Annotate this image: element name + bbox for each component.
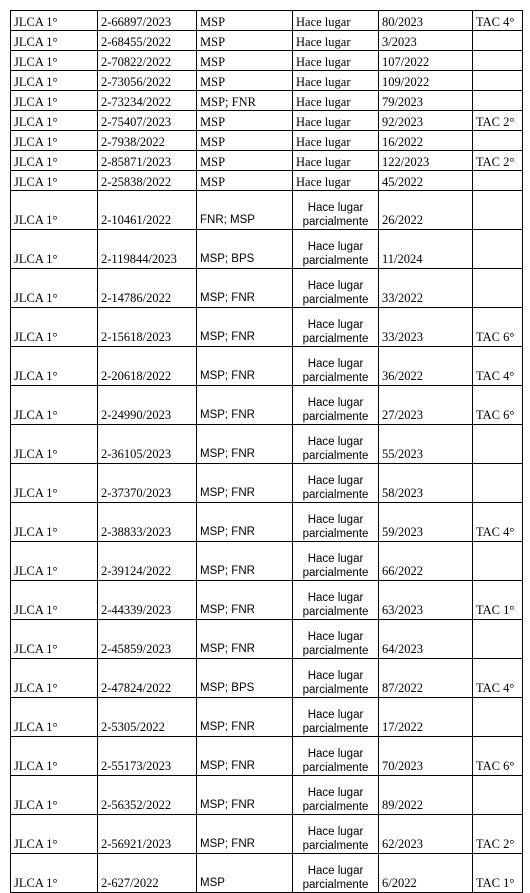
case-number-cell: 2-14786/2022 <box>98 269 197 308</box>
tac-cell <box>473 620 523 659</box>
resolution-cell: 107/2022 <box>379 51 473 71</box>
resolution-cell: 17/2022 <box>379 698 473 737</box>
result-cell: Hace lugar parcialmente <box>293 386 379 425</box>
court-cell: JLCA 1° <box>11 425 98 464</box>
result-cell: Hace lugar parcialmente <box>293 308 379 347</box>
party-cell: MSP; FNR <box>197 737 293 776</box>
party-cell: MSP; BPS <box>197 659 293 698</box>
case-number-cell: 2-10461/2022 <box>98 191 197 230</box>
party-cell: MSP; FNR <box>197 620 293 659</box>
party-cell: MSP <box>197 151 293 171</box>
party-cell: MSP; FNR <box>197 503 293 542</box>
tac-cell: TAC 2° <box>473 111 523 131</box>
tac-cell <box>473 464 523 503</box>
party-cell: MSP; FNR <box>197 308 293 347</box>
tac-cell <box>473 230 523 269</box>
party-cell: MSP; FNR <box>197 815 293 854</box>
party-cell: MSP <box>197 131 293 151</box>
case-number-cell: 2-5305/2022 <box>98 698 197 737</box>
case-number-cell: 2-73056/2022 <box>98 71 197 91</box>
case-number-cell: 2-38833/2023 <box>98 503 197 542</box>
court-cell: JLCA 1° <box>11 11 98 31</box>
table-body <box>11 11 523 893</box>
table-row <box>11 659 523 698</box>
table-row <box>11 425 523 464</box>
case-number-cell: 2-39124/2022 <box>98 542 197 581</box>
result-cell: Hace lugar parcialmente <box>293 659 379 698</box>
court-cell: JLCA 1° <box>11 111 98 131</box>
result-cell: Hace lugar <box>293 111 379 131</box>
resolution-cell: 45/2022 <box>379 171 473 191</box>
result-cell: Hace lugar <box>293 171 379 191</box>
table-row <box>11 620 523 659</box>
court-cell: JLCA 1° <box>11 542 98 581</box>
tac-cell <box>473 131 523 151</box>
tac-cell <box>473 171 523 191</box>
party-cell: MSP <box>197 111 293 131</box>
resolution-cell: 3/2023 <box>379 31 473 51</box>
resolution-cell: 62/2023 <box>379 815 473 854</box>
court-cell: JLCA 1° <box>11 31 98 51</box>
resolution-cell: 109/2022 <box>379 71 473 91</box>
court-cell: JLCA 1° <box>11 386 98 425</box>
result-cell: Hace lugar parcialmente <box>293 464 379 503</box>
resolution-cell: 70/2023 <box>379 737 473 776</box>
result-cell: Hace lugar parcialmente <box>293 737 379 776</box>
table-row <box>11 11 523 31</box>
result-cell: Hace lugar <box>293 151 379 171</box>
tac-cell <box>473 425 523 464</box>
result-cell: Hace lugar parcialmente <box>293 854 379 893</box>
party-cell: MSP; FNR <box>197 386 293 425</box>
case-number-cell: 2-85871/2023 <box>98 151 197 171</box>
tac-cell: TAC 4° <box>473 11 523 31</box>
case-number-cell: 2-73234/2022 <box>98 91 197 111</box>
court-cell: JLCA 1° <box>11 269 98 308</box>
table-row <box>11 91 523 111</box>
party-cell: MSP; FNR <box>197 347 293 386</box>
resolution-cell: 6/2022 <box>379 854 473 893</box>
court-cell: JLCA 1° <box>11 659 98 698</box>
court-cell: JLCA 1° <box>11 51 98 71</box>
tac-cell: TAC 4° <box>473 503 523 542</box>
court-cell: JLCA 1° <box>11 308 98 347</box>
party-cell: MSP; FNR <box>197 698 293 737</box>
party-cell: MSP <box>197 51 293 71</box>
case-number-cell: 2-70822/2022 <box>98 51 197 71</box>
tac-cell <box>473 698 523 737</box>
court-cell: JLCA 1° <box>11 347 98 386</box>
result-cell: Hace lugar parcialmente <box>293 698 379 737</box>
case-number-cell: 2-7938/2022 <box>98 131 197 151</box>
table-row <box>11 776 523 815</box>
party-cell: MSP; FNR <box>197 581 293 620</box>
resolution-cell: 64/2023 <box>379 620 473 659</box>
table-row <box>11 698 523 737</box>
court-cell: JLCA 1° <box>11 503 98 542</box>
result-cell: Hace lugar parcialmente <box>293 581 379 620</box>
resolution-cell: 89/2022 <box>379 776 473 815</box>
table-row <box>11 71 523 91</box>
court-cell: JLCA 1° <box>11 815 98 854</box>
court-cell: JLCA 1° <box>11 698 98 737</box>
party-cell: MSP; BPS <box>197 230 293 269</box>
resolution-cell: 11/2024 <box>379 230 473 269</box>
case-number-cell: 2-75407/2023 <box>98 111 197 131</box>
tac-cell <box>473 542 523 581</box>
resolution-cell: 80/2023 <box>379 11 473 31</box>
result-cell: Hace lugar parcialmente <box>293 503 379 542</box>
tac-cell <box>473 269 523 308</box>
party-cell: MSP; FNR <box>197 464 293 503</box>
case-number-cell: 2-56921/2023 <box>98 815 197 854</box>
resolution-cell: 92/2023 <box>379 111 473 131</box>
case-table <box>10 10 523 893</box>
case-number-cell: 2-68455/2022 <box>98 31 197 51</box>
tac-cell: TAC 4° <box>473 347 523 386</box>
table-row <box>11 269 523 308</box>
tac-cell: TAC 1° <box>473 581 523 620</box>
case-number-cell: 2-20618/2022 <box>98 347 197 386</box>
table-row <box>11 230 523 269</box>
result-cell: Hace lugar parcialmente <box>293 230 379 269</box>
result-cell: Hace lugar parcialmente <box>293 269 379 308</box>
tac-cell: TAC 4° <box>473 659 523 698</box>
resolution-cell: 59/2023 <box>379 503 473 542</box>
court-cell: JLCA 1° <box>11 464 98 503</box>
case-number-cell: 2-36105/2023 <box>98 425 197 464</box>
table-row <box>11 308 523 347</box>
resolution-cell: 26/2022 <box>379 191 473 230</box>
table-row <box>11 347 523 386</box>
result-cell: Hace lugar parcialmente <box>293 347 379 386</box>
resolution-cell: 55/2023 <box>379 425 473 464</box>
table-row <box>11 464 523 503</box>
party-cell: MSP; FNR <box>197 776 293 815</box>
party-cell: MSP <box>197 31 293 51</box>
case-number-cell: 2-37370/2023 <box>98 464 197 503</box>
tac-cell: TAC 1° <box>473 854 523 893</box>
table-row <box>11 542 523 581</box>
table-row <box>11 815 523 854</box>
tac-cell <box>473 776 523 815</box>
resolution-cell: 16/2022 <box>379 131 473 151</box>
tac-cell: TAC 6° <box>473 737 523 776</box>
case-number-cell: 2-119844/2023 <box>98 230 197 269</box>
court-cell: JLCA 1° <box>11 620 98 659</box>
court-cell: JLCA 1° <box>11 71 98 91</box>
case-number-cell: 2-45859/2023 <box>98 620 197 659</box>
table-row <box>11 737 523 776</box>
tac-cell <box>473 191 523 230</box>
result-cell: Hace lugar <box>293 51 379 71</box>
party-cell: MSP; FNR <box>197 91 293 111</box>
table-row <box>11 151 523 171</box>
tac-cell: TAC 2° <box>473 815 523 854</box>
table-row <box>11 31 523 51</box>
result-cell: Hace lugar parcialmente <box>293 542 379 581</box>
resolution-cell: 63/2023 <box>379 581 473 620</box>
court-cell: JLCA 1° <box>11 131 98 151</box>
court-cell: JLCA 1° <box>11 230 98 269</box>
case-number-cell: 2-66897/2023 <box>98 11 197 31</box>
court-cell: JLCA 1° <box>11 776 98 815</box>
tac-cell: TAC 6° <box>473 386 523 425</box>
tac-cell: TAC 2° <box>473 151 523 171</box>
result-cell: Hace lugar <box>293 31 379 51</box>
resolution-cell: 79/2023 <box>379 91 473 111</box>
party-cell: MSP <box>197 71 293 91</box>
table-row <box>11 854 523 893</box>
result-cell: Hace lugar parcialmente <box>293 191 379 230</box>
resolution-cell: 33/2022 <box>379 269 473 308</box>
tac-cell <box>473 91 523 111</box>
court-cell: JLCA 1° <box>11 151 98 171</box>
party-cell: MSP; FNR <box>197 542 293 581</box>
court-cell: JLCA 1° <box>11 737 98 776</box>
result-cell: Hace lugar parcialmente <box>293 620 379 659</box>
table-row <box>11 171 523 191</box>
party-cell: FNR; MSP <box>197 191 293 230</box>
tac-cell <box>473 31 523 51</box>
result-cell: Hace lugar parcialmente <box>293 815 379 854</box>
result-cell: Hace lugar parcialmente <box>293 776 379 815</box>
result-cell: Hace lugar <box>293 71 379 91</box>
resolution-cell: 36/2022 <box>379 347 473 386</box>
court-cell: JLCA 1° <box>11 581 98 620</box>
court-cell: JLCA 1° <box>11 91 98 111</box>
resolution-cell: 58/2023 <box>379 464 473 503</box>
table-row <box>11 51 523 71</box>
resolution-cell: 27/2023 <box>379 386 473 425</box>
party-cell: MSP <box>197 11 293 31</box>
tac-cell <box>473 51 523 71</box>
resolution-cell: 87/2022 <box>379 659 473 698</box>
party-cell: MSP <box>197 854 293 893</box>
tac-cell: TAC 6° <box>473 308 523 347</box>
party-cell: MSP <box>197 171 293 191</box>
case-number-cell: 2-627/2022 <box>98 854 197 893</box>
case-number-cell: 2-25838/2022 <box>98 171 197 191</box>
result-cell: Hace lugar <box>293 11 379 31</box>
table-row <box>11 131 523 151</box>
result-cell: Hace lugar <box>293 131 379 151</box>
court-cell: JLCA 1° <box>11 854 98 893</box>
resolution-cell: 122/2023 <box>379 151 473 171</box>
table-row <box>11 503 523 542</box>
result-cell: Hace lugar <box>293 91 379 111</box>
result-cell: Hace lugar parcialmente <box>293 425 379 464</box>
court-cell: JLCA 1° <box>11 191 98 230</box>
case-number-cell: 2-56352/2022 <box>98 776 197 815</box>
table-row <box>11 111 523 131</box>
case-number-cell: 2-47824/2022 <box>98 659 197 698</box>
party-cell: MSP; FNR <box>197 269 293 308</box>
table-row <box>11 386 523 425</box>
case-number-cell: 2-55173/2023 <box>98 737 197 776</box>
court-cell: JLCA 1° <box>11 171 98 191</box>
resolution-cell: 66/2022 <box>379 542 473 581</box>
table-row <box>11 581 523 620</box>
table-row <box>11 191 523 230</box>
tac-cell <box>473 71 523 91</box>
case-number-cell: 2-44339/2023 <box>98 581 197 620</box>
party-cell: MSP; FNR <box>197 425 293 464</box>
resolution-cell: 33/2023 <box>379 308 473 347</box>
case-number-cell: 2-24990/2023 <box>98 386 197 425</box>
case-number-cell: 2-15618/2023 <box>98 308 197 347</box>
